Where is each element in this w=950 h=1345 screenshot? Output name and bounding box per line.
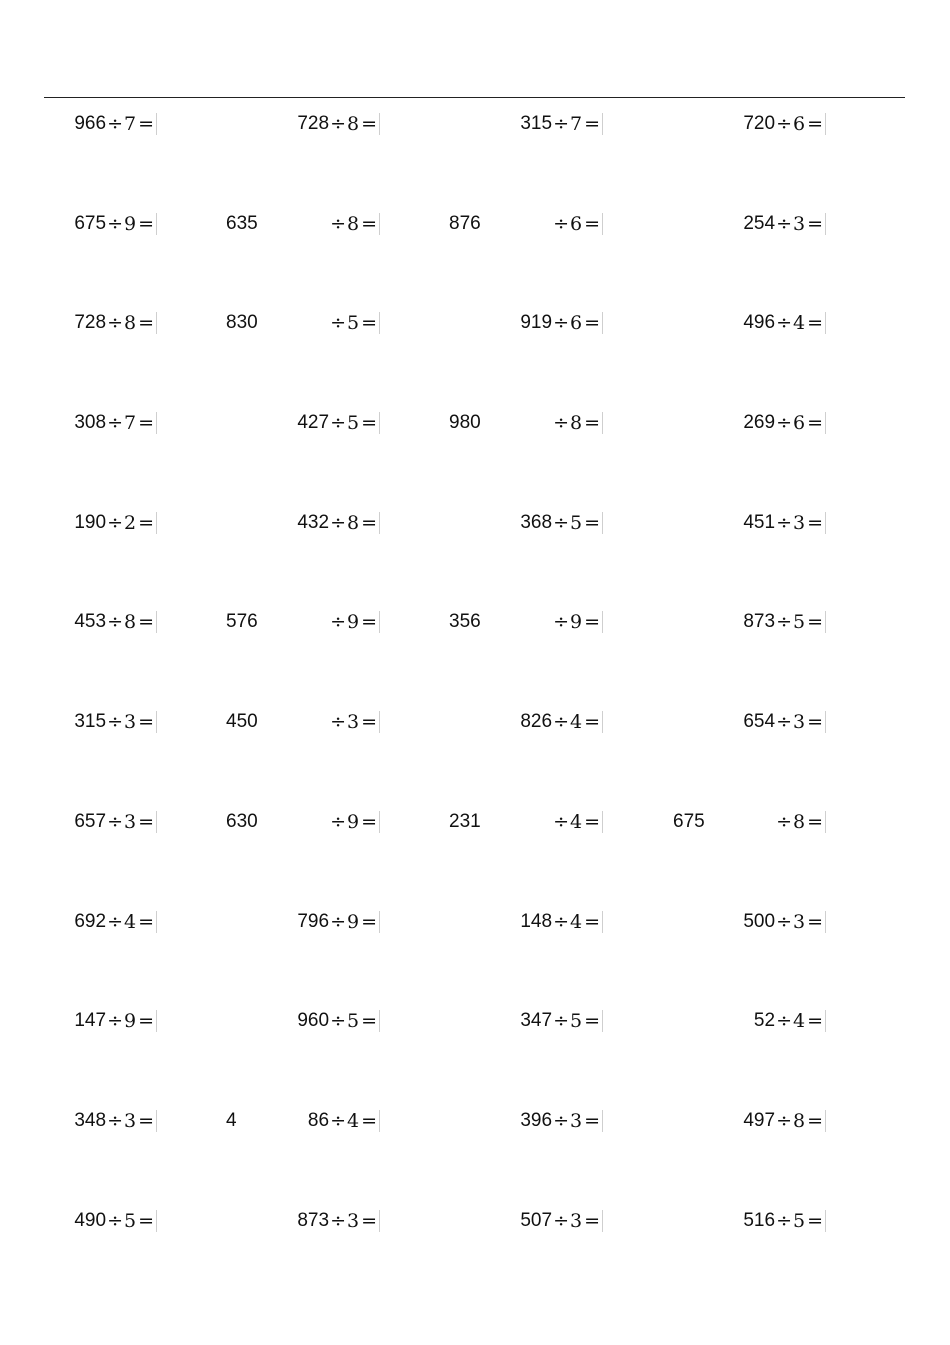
answer-field[interactable] — [825, 611, 827, 633]
division-problem — [0, 1009, 827, 1033]
dividend: 52 — [753, 1010, 776, 1032]
divide-sign: ÷ — [330, 1109, 346, 1132]
divisor: 3 — [792, 711, 806, 734]
division-problem — [0, 710, 827, 734]
equals-sign: = — [584, 1010, 600, 1033]
problem-row — [0, 511, 950, 623]
answer-field[interactable] — [825, 213, 827, 235]
equals-sign: = — [584, 511, 600, 534]
dividend: 269 — [743, 412, 776, 434]
dividend: 500 — [743, 910, 776, 932]
divide-sign: ÷ — [776, 511, 792, 534]
dividend: 451 — [743, 511, 776, 533]
dividend: 507 — [520, 1209, 553, 1231]
equals-sign: = — [584, 711, 600, 734]
dividend: 516 — [743, 1209, 776, 1231]
leading-number: 830 — [226, 312, 258, 334]
equals-sign: = — [138, 1010, 154, 1033]
divide-sign: ÷ — [553, 810, 569, 833]
leading-number: 576 — [226, 611, 258, 633]
divide-sign: ÷ — [776, 212, 792, 235]
equals-sign: = — [361, 910, 377, 933]
leading-number: 4 — [226, 1109, 237, 1131]
dividend: 254 — [743, 212, 776, 234]
answer-field[interactable] — [825, 412, 827, 434]
divisor: 4 — [346, 1109, 360, 1132]
equals-sign: = — [361, 1109, 377, 1132]
problem-row — [0, 1209, 950, 1321]
equals-sign: = — [584, 1209, 600, 1232]
divisor: 8 — [792, 1109, 806, 1132]
divide-sign: ÷ — [330, 611, 346, 634]
divide-sign: ÷ — [330, 910, 346, 933]
equals-sign: = — [807, 1209, 823, 1232]
divide-sign: ÷ — [107, 810, 123, 833]
leading-number: 356 — [449, 611, 481, 633]
equals-sign: = — [138, 1109, 154, 1132]
problem-row — [0, 312, 950, 423]
equals-sign: = — [361, 1209, 377, 1232]
dividend: 368 — [520, 511, 553, 533]
problem-row — [0, 1109, 950, 1221]
dividend: 826 — [520, 711, 553, 733]
division-problem — [0, 910, 827, 934]
divide-sign: ÷ — [553, 910, 569, 933]
dividend: 147 — [74, 1010, 107, 1032]
answer-field[interactable] — [825, 711, 827, 733]
equals-sign: = — [807, 810, 823, 833]
divisor: 7 — [569, 113, 583, 135]
equals-sign: = — [138, 212, 154, 235]
divide-sign: ÷ — [776, 611, 792, 634]
division-problem — [0, 212, 827, 236]
divide-sign: ÷ — [553, 113, 569, 135]
divisor: 5 — [792, 611, 806, 634]
dividend: 308 — [74, 412, 107, 434]
dividend: 490 — [74, 1209, 107, 1231]
problem-row — [0, 711, 950, 822]
divisor: 5 — [346, 1010, 360, 1033]
dividend: 497 — [743, 1109, 776, 1131]
answer-field[interactable] — [825, 1010, 827, 1032]
equals-sign: = — [138, 810, 154, 833]
equals-sign: = — [138, 910, 154, 933]
equals-sign: = — [584, 611, 600, 634]
equals-sign: = — [584, 1109, 600, 1132]
divisor: 9 — [123, 212, 137, 235]
division-problem — [0, 411, 827, 435]
divide-sign: ÷ — [107, 1209, 123, 1232]
divisor: 5 — [569, 511, 583, 534]
divide-sign: ÷ — [776, 711, 792, 734]
divisor: 7 — [123, 113, 137, 135]
divide-sign: ÷ — [107, 1010, 123, 1033]
divisor: 3 — [346, 1209, 360, 1232]
answer-field[interactable] — [825, 512, 827, 534]
divide-sign: ÷ — [776, 810, 792, 833]
divide-sign: ÷ — [330, 113, 346, 135]
dividend: 720 — [743, 113, 776, 134]
divisor: 9 — [123, 1010, 137, 1033]
dividend: 453 — [74, 611, 107, 633]
divide-sign: ÷ — [776, 312, 792, 335]
division-problem — [0, 112, 827, 136]
divisor: 3 — [792, 511, 806, 534]
divide-sign: ÷ — [553, 611, 569, 634]
dividend: 873 — [297, 1209, 330, 1231]
answer-field[interactable] — [825, 911, 827, 933]
leading-number: 635 — [226, 212, 258, 234]
divide-sign: ÷ — [107, 711, 123, 734]
divide-sign: ÷ — [330, 312, 346, 335]
division-problem — [0, 311, 827, 335]
equals-sign: = — [138, 711, 154, 734]
leading-number: 231 — [449, 810, 481, 832]
divide-sign: ÷ — [776, 1010, 792, 1033]
leading-number: 675 — [673, 810, 705, 832]
dividend: 396 — [520, 1109, 553, 1131]
divisor: 3 — [123, 711, 137, 734]
divisor: 4 — [123, 910, 137, 933]
dividend: 919 — [520, 312, 553, 334]
dividend: 966 — [74, 113, 107, 134]
divisor: 5 — [123, 1209, 137, 1232]
divide-sign: ÷ — [330, 711, 346, 734]
equals-sign: = — [807, 1109, 823, 1132]
equals-sign: = — [807, 1010, 823, 1033]
answer-field[interactable] — [825, 1110, 827, 1132]
dividend: 873 — [743, 611, 776, 633]
divisor: 3 — [792, 910, 806, 933]
equals-sign: = — [138, 113, 154, 135]
divisor: 8 — [123, 611, 137, 634]
equals-sign: = — [584, 412, 600, 435]
divisor: 8 — [346, 511, 360, 534]
divisor: 5 — [346, 412, 360, 435]
divisor: 9 — [569, 611, 583, 634]
equals-sign: = — [138, 412, 154, 435]
divisor: 9 — [346, 611, 360, 634]
problem-row — [0, 113, 950, 224]
divide-sign: ÷ — [330, 511, 346, 534]
dividend: 315 — [74, 711, 107, 733]
divide-sign: ÷ — [553, 511, 569, 534]
divisor: 6 — [569, 212, 583, 235]
equals-sign: = — [361, 1010, 377, 1033]
divisor: 4 — [792, 312, 806, 335]
dividend: 347 — [520, 1010, 553, 1032]
dividend: 427 — [297, 412, 330, 434]
divisor: 6 — [792, 412, 806, 435]
divisor: 5 — [346, 312, 360, 335]
divisor: 9 — [346, 910, 360, 933]
dividend: 496 — [743, 312, 776, 334]
dividend: 675 — [74, 212, 107, 234]
division-problem — [0, 810, 827, 834]
divide-sign: ÷ — [330, 810, 346, 833]
divide-sign: ÷ — [776, 1209, 792, 1232]
worksheet-grid — [0, 113, 950, 1320]
divisor: 3 — [346, 711, 360, 734]
equals-sign: = — [361, 212, 377, 235]
divisor: 8 — [792, 810, 806, 833]
equals-sign: = — [584, 312, 600, 335]
problem-row — [0, 412, 950, 523]
header-rule — [44, 97, 905, 98]
divide-sign: ÷ — [553, 711, 569, 734]
dividend: 348 — [74, 1109, 107, 1131]
equals-sign: = — [807, 312, 823, 335]
equals-sign: = — [584, 212, 600, 235]
division-problem — [0, 1109, 827, 1133]
divide-sign: ÷ — [107, 113, 123, 135]
leading-number: 980 — [449, 412, 481, 434]
divisor: 4 — [792, 1010, 806, 1033]
divisor: 4 — [569, 910, 583, 933]
divisor: 5 — [792, 1209, 806, 1232]
equals-sign: = — [807, 910, 823, 933]
divide-sign: ÷ — [107, 511, 123, 534]
answer-field[interactable] — [825, 1210, 827, 1232]
dividend: 728 — [297, 113, 330, 134]
equals-sign: = — [361, 312, 377, 335]
problem-row — [0, 1010, 950, 1121]
divisor: 4 — [569, 711, 583, 734]
dividend: 796 — [297, 910, 330, 932]
dividend: 692 — [74, 910, 107, 932]
division-problem — [0, 1209, 827, 1233]
dividend: 728 — [74, 312, 107, 334]
answer-field[interactable] — [825, 811, 827, 833]
divide-sign: ÷ — [776, 412, 792, 435]
divisor: 3 — [569, 1209, 583, 1232]
leading-number: 450 — [226, 711, 258, 733]
divide-sign: ÷ — [553, 212, 569, 235]
equals-sign: = — [361, 113, 377, 135]
equals-sign: = — [138, 1209, 154, 1232]
equals-sign: = — [361, 611, 377, 634]
divide-sign: ÷ — [107, 412, 123, 435]
answer-field[interactable] — [825, 113, 827, 135]
equals-sign: = — [138, 511, 154, 534]
problem-row — [0, 810, 950, 922]
divisor: 3 — [569, 1109, 583, 1132]
divide-sign: ÷ — [553, 1209, 569, 1232]
divisor: 9 — [346, 810, 360, 833]
divide-sign: ÷ — [553, 1010, 569, 1033]
dividend: 86 — [307, 1109, 330, 1131]
divisor: 3 — [123, 1109, 137, 1132]
equals-sign: = — [138, 611, 154, 634]
divide-sign: ÷ — [330, 412, 346, 435]
dividend: 190 — [74, 511, 107, 533]
divisor: 8 — [569, 412, 583, 435]
divisor: 3 — [792, 212, 806, 235]
equals-sign: = — [138, 312, 154, 335]
divisor: 7 — [123, 412, 137, 435]
dividend: 654 — [743, 711, 776, 733]
equals-sign: = — [807, 511, 823, 534]
equals-sign: = — [584, 810, 600, 833]
divide-sign: ÷ — [776, 113, 792, 135]
equals-sign: = — [361, 412, 377, 435]
equals-sign: = — [807, 212, 823, 235]
leading-number: 876 — [449, 212, 481, 234]
equals-sign: = — [807, 113, 823, 135]
dividend: 315 — [520, 113, 553, 134]
divisor: 4 — [569, 810, 583, 833]
equals-sign: = — [584, 910, 600, 933]
divide-sign: ÷ — [330, 1209, 346, 1232]
divide-sign: ÷ — [330, 1010, 346, 1033]
dividend: 960 — [297, 1010, 330, 1032]
divisor: 8 — [346, 212, 360, 235]
divide-sign: ÷ — [553, 412, 569, 435]
equals-sign: = — [807, 412, 823, 435]
divisor: 2 — [123, 511, 137, 534]
divide-sign: ÷ — [107, 312, 123, 335]
dividend: 657 — [74, 810, 107, 832]
divide-sign: ÷ — [107, 212, 123, 235]
divide-sign: ÷ — [776, 1109, 792, 1132]
equals-sign: = — [361, 511, 377, 534]
division-problem — [0, 610, 827, 634]
divide-sign: ÷ — [107, 1109, 123, 1132]
divisor: 8 — [346, 113, 360, 135]
divisor: 6 — [569, 312, 583, 335]
divide-sign: ÷ — [553, 312, 569, 335]
dividend: 432 — [297, 511, 330, 533]
problem-row — [0, 212, 950, 324]
problem-row — [0, 611, 950, 722]
equals-sign: = — [584, 113, 600, 135]
equals-sign: = — [361, 711, 377, 734]
divide-sign: ÷ — [553, 1109, 569, 1132]
divide-sign: ÷ — [107, 910, 123, 933]
divisor: 3 — [123, 810, 137, 833]
dividend: 148 — [520, 910, 553, 932]
divide-sign: ÷ — [107, 611, 123, 634]
answer-field[interactable] — [825, 312, 827, 334]
divisor: 6 — [792, 113, 806, 135]
divide-sign: ÷ — [776, 910, 792, 933]
division-problem — [0, 511, 827, 535]
divisor: 5 — [569, 1010, 583, 1033]
equals-sign: = — [807, 611, 823, 634]
divide-sign: ÷ — [330, 212, 346, 235]
leading-number: 630 — [226, 810, 258, 832]
divisor: 8 — [123, 312, 137, 335]
problem-row — [0, 910, 950, 1022]
equals-sign: = — [361, 810, 377, 833]
equals-sign: = — [807, 711, 823, 734]
